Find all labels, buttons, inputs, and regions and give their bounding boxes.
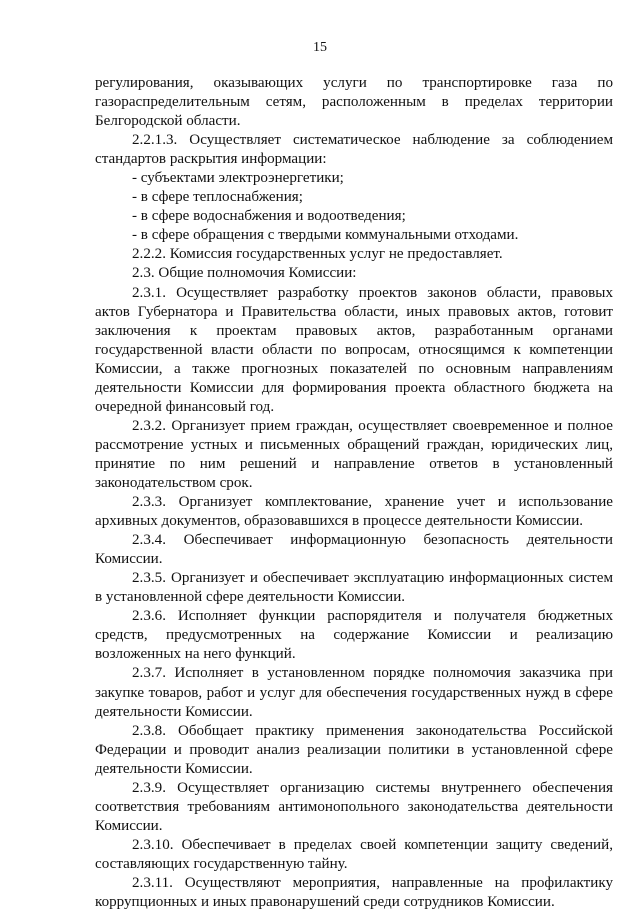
paragraph-2-3-7: 2.3.7. Исполняет в установленном порядке полномочия заказчика при закупке товаров, работ и услуг для обеспечения государственных нужд в сфере деятельности Комиссии. bbox=[95, 665, 613, 720]
paragraph-2-3-6: 2.3.6. Исполняет функции распорядителя и получателя бюджетных средств, предусмотренных на содержание Комиссии и реализацию возложенных на него функций. bbox=[95, 608, 613, 663]
page-number: 15 bbox=[313, 40, 327, 55]
list-item-water-supply: - в сфере водоснабжения и водоотведения; bbox=[132, 208, 406, 225]
paragraph-2-3-5: 2.3.5. Организует и обеспечивает эксплуатацию информационных систем в установленной сфере деятельности Комиссии. bbox=[95, 570, 613, 606]
list-item-solid-waste: - в сфере обращения с твердыми коммунальными отходами. bbox=[132, 227, 519, 244]
document-body bbox=[95, 74, 613, 912]
paragraph-2-3-10: 2.3.10. Обеспечивает в пределах своей компетенции защиту сведений, составляющих государственную тайну. bbox=[95, 836, 613, 872]
paragraph-2-3-1: 2.3.1. Осуществляет разработку проектов законов области, правовых актов Губернатора и Правительства области, иных правовых актов, готовит заключения к проектам правовых актов, разработанным органами государственной власти области по вопросам, относящимся к компетенции Комиссии, а также прогнозных показателей по основным направлениям деятельности Комиссии для формирования проекта областного бюджета на очередной финансовый год. bbox=[95, 284, 613, 415]
paragraph-2-3-3: 2.3.3. Организует комплектование, хранение учет и использование архивных документов, образовавшихся в процессе деятельности Комиссии. bbox=[95, 494, 613, 530]
section-heading-2-3: 2.3. Общие полномочия Комиссии: bbox=[132, 265, 357, 282]
paragraph-2-2-1-3: 2.2.1.3. Осуществляет систематическое наблюдение за соблюдением стандартов раскрытия информации: bbox=[95, 132, 613, 168]
paragraph-2-3-8: 2.3.8. Обобщает практику применения законодательства Российской Федерации и проводит анализ реализации политики в установленной сфере деятельности Комиссии. bbox=[95, 722, 613, 777]
paragraph-2-2-2: 2.2.2. Комиссия государственных услуг не предоставляет. bbox=[132, 246, 503, 263]
paragraph-2-3-2: 2.3.2. Организует прием граждан, осуществляет своевременное и полное рассмотрение устных и письменных обращений граждан, юридических лиц, принятие по ним решений и направление ответов в установленный законодательством срок. bbox=[95, 417, 613, 491]
list-item-electricity: - субъектами электроэнергетики; bbox=[132, 170, 344, 187]
list-item-heat-supply: - в сфере теплоснабжения; bbox=[132, 189, 303, 206]
paragraph-gas-regulation-continuation: регулирования, оказывающих услуги по транспортировке газа по газораспределительным сетям, расположенным в пределах территории Белгородской области. bbox=[95, 75, 613, 130]
paragraph-2-3-11: 2.3.11. Осуществляют мероприятия, направленные на профилактику коррупционных и иных правонарушений среди сотрудников Комиссии. bbox=[95, 874, 613, 911]
paragraph-2-3-4: 2.3.4. Обеспечивает информационную безопасность деятельности Комиссии. bbox=[95, 532, 613, 568]
paragraph-2-3-9: 2.3.9. Осуществляет организацию системы внутреннего обеспечения соответствия требованиям антимонопольного законодательства деятельности Комиссии. bbox=[95, 779, 613, 834]
